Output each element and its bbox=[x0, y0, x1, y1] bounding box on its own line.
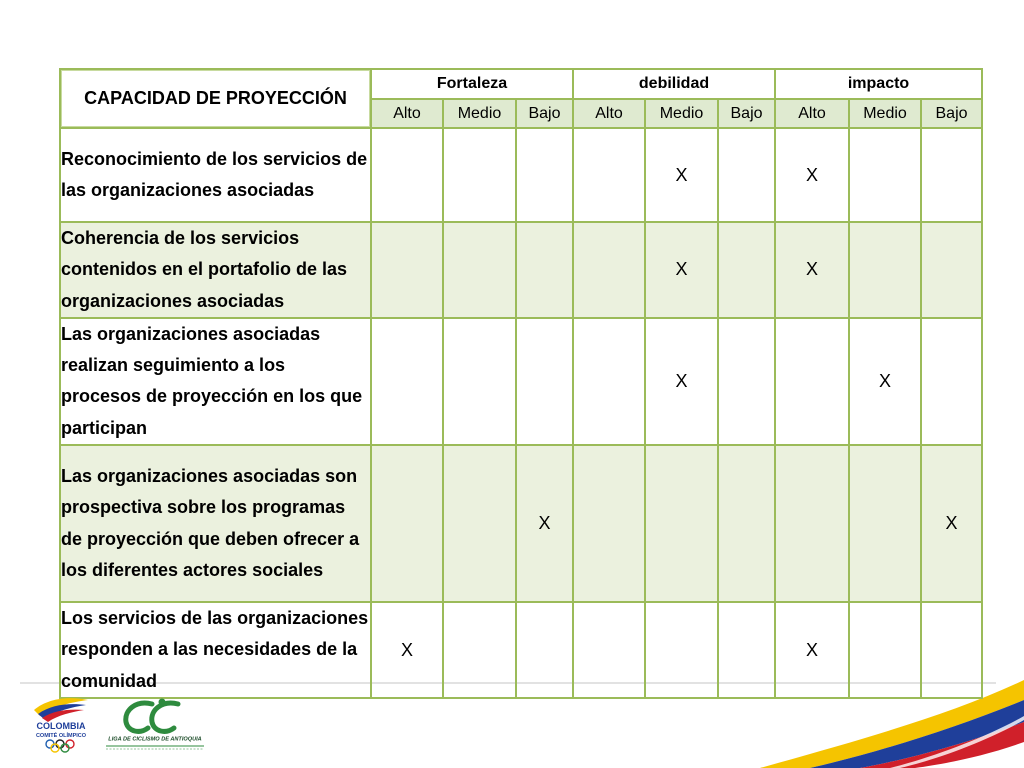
mark-cell bbox=[516, 602, 573, 698]
group-header-fortaleza: Fortaleza bbox=[371, 69, 573, 99]
level-header: Bajo bbox=[921, 99, 982, 128]
mark-cell bbox=[573, 318, 645, 445]
mark-cell bbox=[443, 602, 516, 698]
colombia-olympic-committee-logo bbox=[26, 694, 96, 754]
level-header: Medio bbox=[849, 99, 921, 128]
mark-cell bbox=[921, 602, 982, 698]
mark-cell: X bbox=[775, 222, 849, 318]
liga-ciclismo-antioquia-logo bbox=[100, 696, 210, 752]
mark-cell bbox=[921, 318, 982, 445]
mark-cell: X bbox=[645, 318, 718, 445]
mark-cell bbox=[573, 602, 645, 698]
mark-cell bbox=[443, 222, 516, 318]
mark-cell: X bbox=[645, 128, 718, 222]
level-header: Alto bbox=[573, 99, 645, 128]
mark-cell bbox=[645, 602, 718, 698]
mark-cell bbox=[718, 318, 775, 445]
mark-cell bbox=[371, 222, 443, 318]
olympic-rings-icon bbox=[46, 740, 74, 752]
mark-cell bbox=[849, 602, 921, 698]
mark-cell: X bbox=[371, 602, 443, 698]
coc-logo-line2: COMITÉ OLÍMPICO bbox=[35, 733, 87, 739]
mark-cell bbox=[921, 222, 982, 318]
row-label: Los servicios de las organizaciones responden a las necesidades de la comunidad bbox=[60, 602, 371, 698]
mark-cell bbox=[516, 222, 573, 318]
table-row bbox=[60, 602, 982, 698]
mark-cell bbox=[516, 128, 573, 222]
mark-cell bbox=[775, 318, 849, 445]
mark-cell bbox=[921, 128, 982, 222]
mark-cell bbox=[849, 445, 921, 602]
level-header: Medio bbox=[645, 99, 718, 128]
mark-cell bbox=[718, 445, 775, 602]
mark-cell bbox=[371, 445, 443, 602]
mark-cell bbox=[443, 318, 516, 445]
row-label: Las organizaciones asociadas son prospectiva sobre los programas de proyección que deben ofrecer a los diferentes actores sociales bbox=[60, 445, 371, 602]
mark-cell: X bbox=[516, 445, 573, 602]
table-title-cell: CAPACIDAD DE PROYECCIÓN bbox=[60, 69, 371, 128]
level-header: Medio bbox=[443, 99, 516, 128]
lca-logo-text: LIGA DE CICLISMO DE ANTIOQUIA bbox=[108, 736, 202, 743]
level-header: Bajo bbox=[516, 99, 573, 128]
capacity-matrix-table bbox=[59, 68, 983, 699]
mark-cell bbox=[849, 128, 921, 222]
group-header-debilidad: debilidad bbox=[573, 69, 775, 99]
mark-cell: X bbox=[775, 128, 849, 222]
mark-cell bbox=[573, 445, 645, 602]
mark-cell bbox=[443, 128, 516, 222]
group-header-impacto: impacto bbox=[775, 69, 982, 99]
mark-cell bbox=[371, 318, 443, 445]
table-row bbox=[60, 128, 982, 222]
mark-cell: X bbox=[921, 445, 982, 602]
row-label: Las organizaciones asociadas realizan seguimiento a los procesos de proyección en los que participan bbox=[60, 318, 371, 445]
level-header: Alto bbox=[371, 99, 443, 128]
mark-cell bbox=[849, 222, 921, 318]
table-row bbox=[60, 318, 982, 445]
row-label: Coherencia de los servicios contenidos en el portafolio de las organizaciones asociadas bbox=[60, 222, 371, 318]
mark-cell bbox=[371, 128, 443, 222]
mark-cell bbox=[718, 602, 775, 698]
mark-cell bbox=[718, 222, 775, 318]
row-label: Reconocimiento de los servicios de las organizaciones asociadas bbox=[60, 128, 371, 222]
mark-cell bbox=[645, 445, 718, 602]
level-header: Bajo bbox=[718, 99, 775, 128]
mark-cell bbox=[718, 128, 775, 222]
mark-cell bbox=[573, 128, 645, 222]
table-row bbox=[60, 445, 982, 602]
coc-logo-line1: COLOMBIA bbox=[36, 721, 86, 731]
mark-cell bbox=[443, 445, 516, 602]
mark-cell bbox=[573, 222, 645, 318]
mark-cell: X bbox=[775, 602, 849, 698]
mark-cell bbox=[775, 445, 849, 602]
cyclist-icon bbox=[126, 699, 178, 732]
mark-cell: X bbox=[645, 222, 718, 318]
mark-cell: X bbox=[849, 318, 921, 445]
mark-cell bbox=[516, 318, 573, 445]
table-row bbox=[60, 222, 982, 318]
level-header: Alto bbox=[775, 99, 849, 128]
